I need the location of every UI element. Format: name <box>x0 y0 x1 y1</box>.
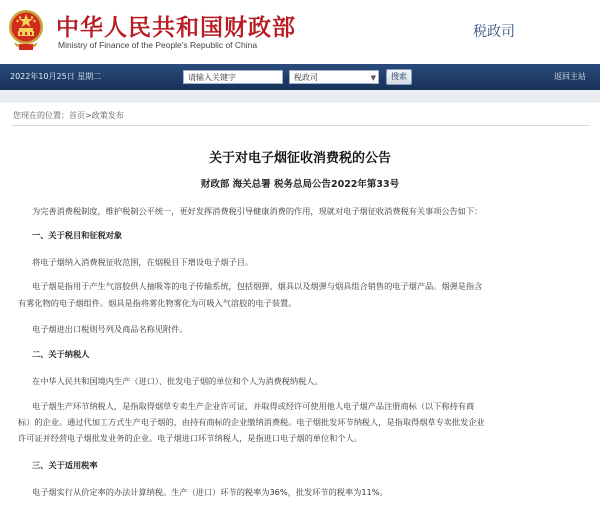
article-paragraph: 为完善消费税制度，维护税制公平统一，更好发挥消费税引导健康消费的作用，现就对电子烟征收消费税有关事项公告如下： <box>32 206 483 216</box>
breadcrumb-prefix: 您现在的位置： <box>13 111 69 120</box>
search-input[interactable]: 请输入关键字 <box>183 70 283 84</box>
divider <box>12 125 590 126</box>
breadcrumb-home-link[interactable]: 首页 <box>69 111 85 120</box>
search-scope-value: 税政司 <box>294 73 318 82</box>
article-subtitle: 财政部 海关总署 税务总局公告2022年第33号 <box>200 179 400 190</box>
article-paragraph: 许可证并经营电子烟批发业务的企业。电子烟进口环节纳税人，是指进口电子烟的单位和个人。 <box>18 433 362 443</box>
article-paragraph: 电子烟实行从价定率的办法计算纳税。生产（进口）环节的税率为36%，批发环节的税率为11%。 <box>32 487 388 497</box>
article-paragraph: 电子烟生产环节纳税人，是指取得烟草专卖生产企业许可证，并取得或经许可使用他人电子烟产品注册商标（以下称持有商 <box>32 401 475 411</box>
department-name: 税政司 <box>473 24 515 40</box>
section-heading: 三、关于适用税率 <box>32 460 98 470</box>
ministry-name-cn: 中华人民共和国财政部 <box>56 15 296 41</box>
search-scope-select[interactable] <box>289 70 379 84</box>
article-paragraph: 在中华人民共和国境内生产（进口）、批发电子烟的单位和个人为消费税纳税人。 <box>32 376 323 386</box>
article-paragraph: 有雾化物的电子烟组件。烟具是指将雾化物雾化为可吸入气溶胶的电子装置。 <box>18 298 297 308</box>
breadcrumb-current-link[interactable]: 政策发布 <box>91 111 124 120</box>
top-navbar <box>0 64 600 90</box>
article-paragraph: 电子烟进出口税则号列及商品名称见附件。 <box>32 324 188 334</box>
ministry-name-en: Ministry of Finance of the People's Republic of China <box>58 40 258 50</box>
article-paragraph: 将电子烟纳入消费税征收范围，在烟税目下增设电子烟子目。 <box>32 257 254 267</box>
current-date: 2022年10月25日 星期二 <box>10 72 102 81</box>
chevron-down-icon: ▼ <box>370 74 376 82</box>
site-header <box>0 0 600 60</box>
article-paragraph: 标）的企业。通过代加工方式生产电子烟的，由持有商标的企业缴纳消费税。电子烟批发环节纳税人，是指取得烟草专卖批发企业 <box>18 417 485 427</box>
article-title: 关于对电子烟征收消费税的公告 <box>208 151 391 166</box>
breadcrumb-separator: > <box>85 111 92 120</box>
return-home-link[interactable]: 返回主站 <box>554 72 586 81</box>
section-heading: 一、关于税目和征税对象 <box>32 230 123 240</box>
section-heading: 二、关于纳税人 <box>32 349 90 359</box>
article-paragraph: 电子烟是指用于产生气溶胶供人抽吸等的电子传输系统，包括烟弹、烟具以及烟弹与烟具组合销售的电子烟产品。烟弹是指含 <box>32 281 483 291</box>
breadcrumb <box>13 110 124 121</box>
national-emblem-icon <box>7 6 45 52</box>
search-button[interactable]: 搜索 <box>386 69 412 85</box>
nav-shadow-strip <box>0 90 600 102</box>
